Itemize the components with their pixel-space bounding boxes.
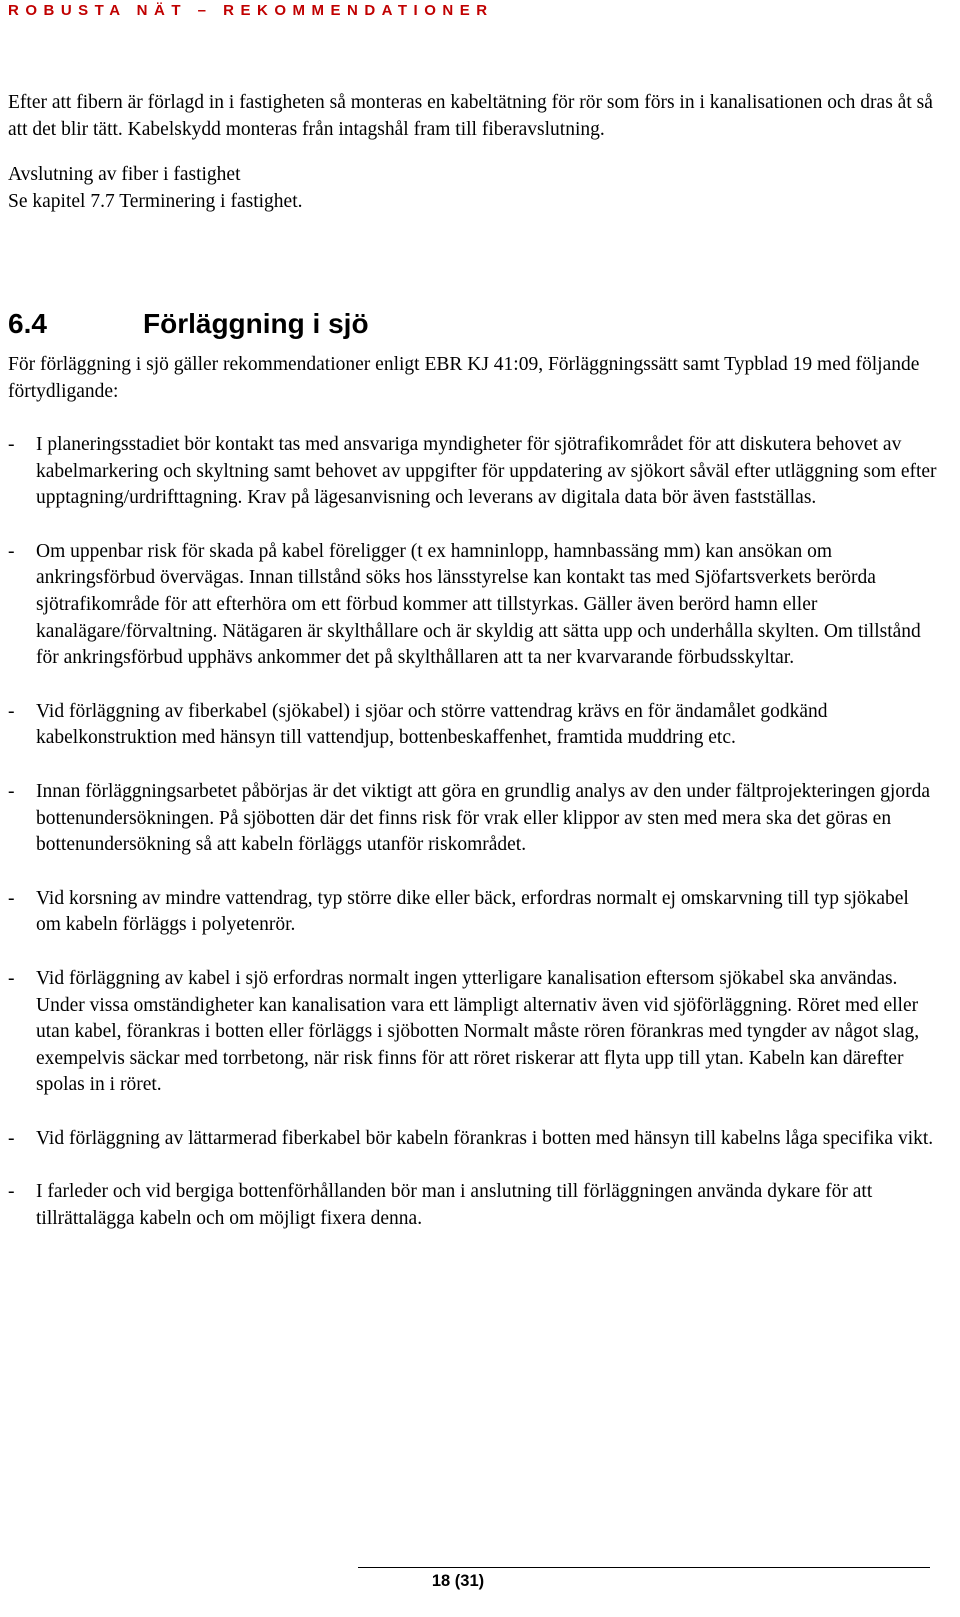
bullet-dash: - — [8, 887, 15, 909]
list-item — [8, 432, 938, 512]
list-item-text: Om uppenbar risk för skada på kabel föreligger (t ex hamninlopp, hamnbassäng mm) kan ansökan om ankringsförbud övervägas. Innan tillstånd söks hos länsstyrelse kan kontakt tas med Sjöfartsverkets berörda sjötrafikområde för att efterhöra om ett förbud kommer att tillstyrkas. Gäller även berörd hamn eller kanalägare/förvaltning. Nätägaren är skylthållare och är skyldig att sätta upp och underhålla skylten. Om tillstånd för ankringsförbud upphävs ankommer det på skylthållaren att ta ner kvarvarande förbudsskyltar. — [36, 540, 921, 669]
footer-divider — [358, 1567, 930, 1568]
bullet-dash: - — [8, 434, 15, 455]
list-item — [8, 966, 938, 1099]
intro-subheading: Avslutning av fiber i fastighet — [8, 164, 241, 185]
section-heading — [8, 308, 369, 340]
list-item — [8, 886, 938, 939]
list-item-text: Innan förläggningsarbetet påbörjas är det viktigt att göra en grundlig analys av den under fältprojekteringen gjorda bottenundersökningen. På sjöbotten där det finns risk för vrak eller klippor av sten med mera ska det göras en bottenundersökning så att kabeln förläggs utanför riskområdet. — [36, 780, 930, 856]
list-item — [8, 1126, 938, 1153]
list-item — [8, 779, 938, 859]
list-item-text: Vid förläggning av kabel i sjö erfordras normalt ingen ytterligare kanalisation eftersom sjökabel ska användas. Under vissa omständigheter kan kanalisation vara ett lämpligt alternativ även vid sjöförläggning. Röret med eller utan kabel, förankras i botten eller förläggs i sjöbotten Normalt måste rören förankras med tyngder av något slag, exempelvis säckar med torrbetong, när risk finns för att röret riskerar att flyta upp till ytan. Kabeln kan därefter spolas in i röret. — [36, 967, 920, 1096]
list-item-text: I planeringsstadiet bör kontakt tas med ansvariga myndigheter för sjötrafikområdet för att diskutera behovet av kabelmarkering och skyltning samt behovet av uppgifter för uppdatering av sjökort såväl efter utläggning som efter upptagning/urdrifttagning. Krav på lägesanvisning och leverans av digitala data bör även fastställas. — [36, 434, 937, 509]
page-header-title: ROBUSTA NÄT – REKOMMENDATIONER — [8, 2, 494, 19]
bullet-dash: - — [8, 700, 15, 722]
bullet-list — [8, 432, 938, 1260]
bullet-dash: - — [8, 780, 15, 802]
list-item-text: Vid förläggning av fiberkabel (sjökabel) i sjöar och större vattendrag krävs en för ändamålet godkänd kabelkonstruktion med hänsyn till vattendjup, bottenbeskaffenhet, framtida muddring etc. — [36, 700, 828, 749]
bullet-dash: - — [8, 1127, 15, 1149]
bullet-dash: - — [8, 1181, 15, 1203]
intro-reference: Se kapitel 7.7 Terminering i fastighet. — [8, 190, 303, 212]
intro-block — [8, 90, 938, 215]
section-intro-paragraph: För förläggning i sjö gäller rekommendationer enligt EBR KJ 41:09, Förläggningssätt samt Typblad 19 med följande förtydligande: — [8, 354, 920, 402]
list-item-text: Vid korsning av mindre vattendrag, typ större dike eller bäck, erfordras normalt ej omskarvning till typ sjökabel om kabeln förläggs i polyetenrör. — [36, 887, 909, 936]
list-item — [8, 699, 938, 752]
section-number: 6.4 — [8, 308, 47, 339]
bullet-dash: - — [8, 967, 15, 989]
intro-paragraph: Efter att fibern är förlagd in i fastigheten så monteras en kabeltätning för rör som förs in i kanalisationen och dras åt så att det blir tätt. Kabelskydd monteras från intagshål fram till fiberavslutning. — [8, 92, 933, 140]
page-number: 18 (31) — [431, 1572, 485, 1590]
list-item — [8, 1179, 938, 1232]
list-item — [8, 539, 938, 672]
bullet-dash: - — [8, 540, 15, 562]
section-title: Förläggning i sjö — [143, 308, 369, 339]
list-item-text: I farleder och vid bergiga bottenförhållanden bör man i anslutning till förläggningen använda dykare för att tillrättalägga kabeln och om möjligt fixera denna. — [36, 1181, 873, 1230]
list-item-text: Vid förläggning av lättarmerad fiberkabel bör kabeln förankras i botten med hänsyn till kabelns låga specifika vikt. — [36, 1127, 934, 1149]
